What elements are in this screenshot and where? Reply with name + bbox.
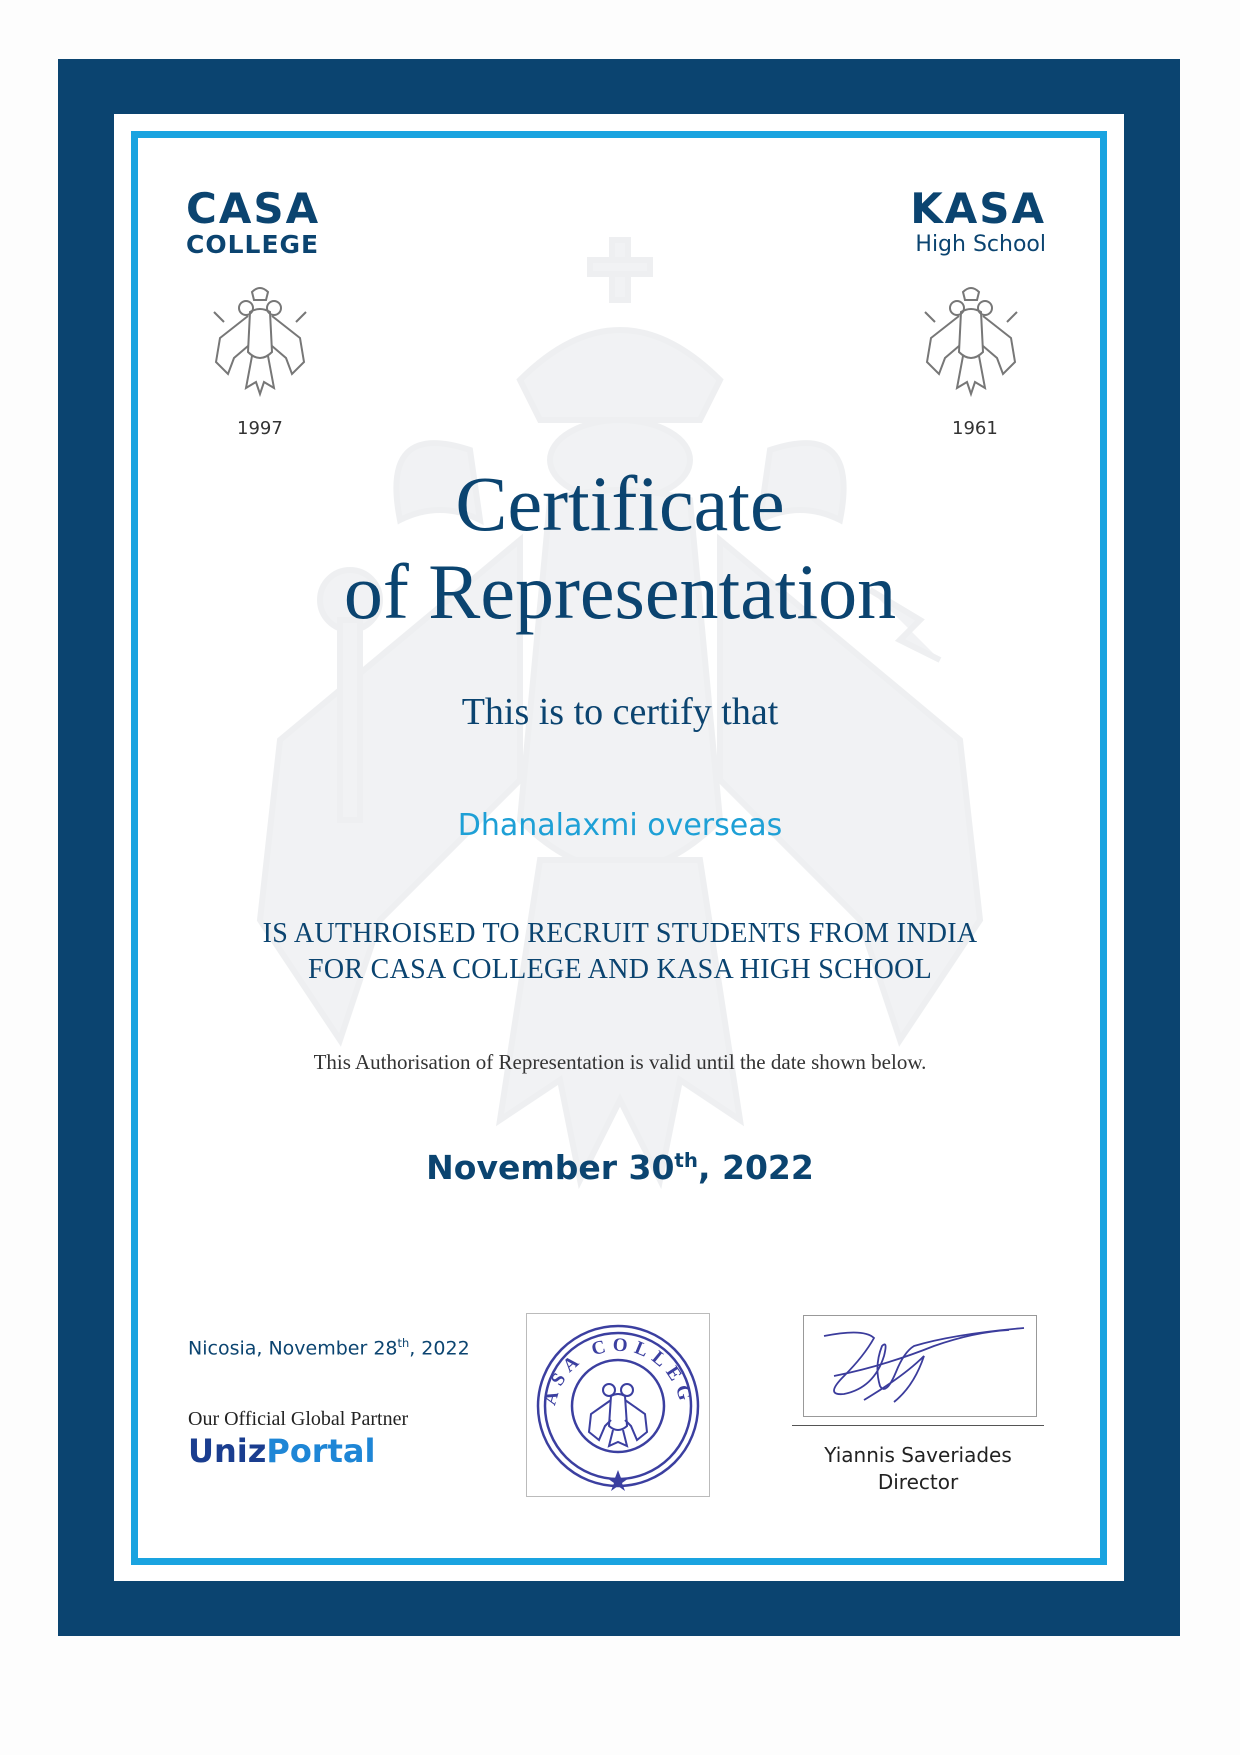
casa-founding-year: 1997 — [237, 418, 283, 439]
issue-year: , 2022 — [409, 1337, 470, 1360]
svg-text:CASA COLLEGE: ASA COLLEG — [539, 1334, 697, 1409]
kasa-high-school-logo — [910, 184, 1046, 260]
validity-note: This Authorisation of Representation is valid until the date shown below. — [313, 1050, 927, 1074]
issue-prefix: Nicosia, November 28 — [188, 1337, 398, 1360]
unizportal-logo — [188, 1432, 375, 1470]
kasa-founding-year: 1961 — [952, 418, 998, 439]
partner-label: Our Official Global Partner — [188, 1408, 409, 1430]
logo-kasa: KASA — [910, 184, 1046, 233]
authorisation-line-1: IS AUTHROISED TO RECRUIT STUDENTS FROM INDIA — [262, 918, 978, 949]
casa-college-logo — [186, 184, 321, 260]
valid-until-date — [0, 1148, 1240, 1187]
logo-casa: CASA — [186, 184, 321, 233]
brand-part-1: Uniz — [188, 1432, 267, 1470]
signatory-name: Yiannis Saveriades — [824, 1443, 1012, 1467]
handwritten-signature-icon — [804, 1316, 1036, 1416]
college-seal — [526, 1313, 710, 1497]
issue-suffix: th — [397, 1336, 410, 1350]
certificate-title: Certificate — [455, 460, 785, 547]
eagle-emblem-icon — [212, 282, 308, 400]
signature-box — [803, 1315, 1037, 1417]
valid-until-year: , 2022 — [697, 1148, 814, 1187]
signatory-role: Director — [877, 1470, 959, 1494]
valid-until-month-day: November 30 — [426, 1148, 675, 1187]
issue-place-date — [188, 1336, 470, 1359]
eagle-watermark-icon — [220, 220, 1020, 1280]
valid-until-suffix: th — [674, 1149, 698, 1172]
seal-stamp-icon — [527, 1314, 709, 1496]
authorisation-line-2: FOR CASA COLLEGE AND KASA HIGH SCHOOL — [307, 954, 933, 985]
brand-part-2: Portal — [266, 1432, 376, 1470]
recipient-name: Dhanalaxmi overseas — [457, 808, 783, 843]
logo-high-school: High School — [915, 232, 1046, 257]
signature-line — [792, 1425, 1044, 1426]
logo-college: COLLEGE — [186, 230, 320, 259]
certify-text: This is to certify that — [461, 691, 779, 733]
eagle-emblem-icon — [923, 282, 1019, 400]
certificate-subtitle: of Representation — [343, 548, 897, 635]
